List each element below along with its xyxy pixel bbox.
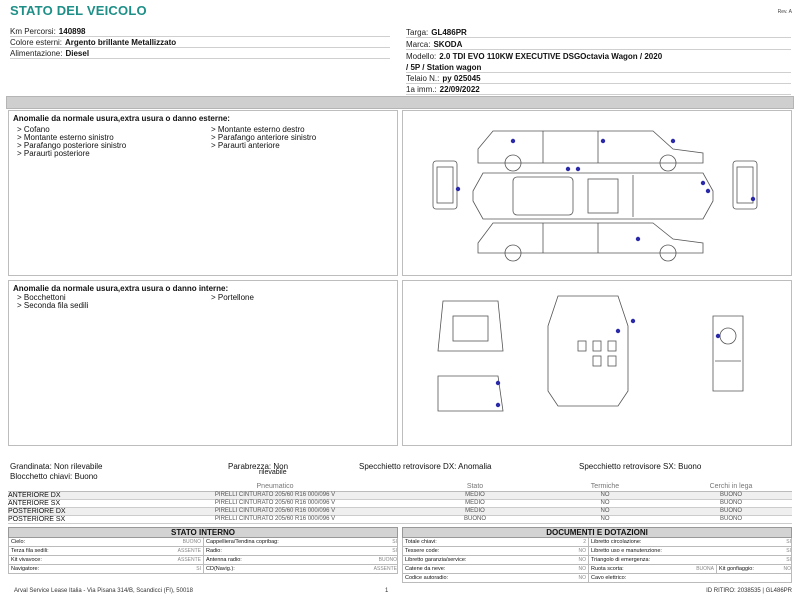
doc-value: NO xyxy=(578,566,586,572)
doc-label: Cavo elettrico: xyxy=(591,575,627,581)
modello-value-line2: / 5P / Station wagon xyxy=(406,63,482,72)
telaio-row xyxy=(406,73,791,84)
doc-value: NO xyxy=(578,575,586,581)
doc-value: 2 xyxy=(583,539,586,545)
fuel-row xyxy=(10,48,390,59)
specchio-dx-value: Specchietto retrovisore DX: Anomalia xyxy=(359,462,492,471)
damage-item: > Parafango posteriore sinistro xyxy=(17,141,127,150)
tyres-header-row xyxy=(8,483,792,491)
table-row xyxy=(8,565,398,574)
imm-value: 22/09/2022 xyxy=(439,85,480,94)
table-row xyxy=(402,547,792,556)
fuel-value: Diesel xyxy=(65,49,90,58)
tyre-position: ANTERIORE SX xyxy=(8,499,140,507)
table-row xyxy=(8,515,792,523)
stato-label: Cielo: xyxy=(11,539,26,545)
doc-label: Catene da neve: xyxy=(405,566,446,572)
internal-damages-panel xyxy=(8,280,398,446)
tyre-position: POSTERIORE SX xyxy=(8,515,140,523)
tyre-state: MEDIO xyxy=(410,491,540,499)
tyre-winter: NO xyxy=(540,491,670,499)
table-row xyxy=(8,556,398,565)
tyre-winter: NO xyxy=(540,499,670,507)
marca-row xyxy=(406,39,791,50)
table-row xyxy=(402,574,792,583)
external-damages-panel xyxy=(8,110,398,276)
tyres-header: Cerchi in lega xyxy=(670,483,792,491)
damage-item: > Portellone xyxy=(211,293,254,302)
doc-value: SI xyxy=(786,548,791,554)
external-car-diagram-panel xyxy=(402,110,792,276)
table-row xyxy=(8,499,792,507)
doc-label: Kit gonfiaggio: xyxy=(719,566,754,572)
table-row xyxy=(8,538,398,547)
tyre-model: PIRELLI CINTURATO 205/60 R16 000/096 V xyxy=(140,515,410,523)
internal-car-diagram-panel xyxy=(402,280,792,446)
tyre-state: MEDIO xyxy=(410,507,540,515)
tyre-rims: BUONO xyxy=(670,507,792,515)
tyres-header: Stato xyxy=(410,483,540,491)
damage-item: > Parafango anteriore sinistro xyxy=(211,133,317,142)
stato-label: Cappelliera/Tendina copribag: xyxy=(206,539,279,545)
doc-value: SI xyxy=(786,557,791,563)
internal-damages-col2 xyxy=(211,294,254,302)
doc-label: Libretto garanzia/service: xyxy=(405,557,467,563)
doc-value: NO xyxy=(578,557,586,563)
tyre-rims: BUONO xyxy=(670,515,792,523)
tyre-winter: NO xyxy=(540,507,670,515)
external-damages-title: Anomalie da normale usura,extra usura o danno esterne: xyxy=(13,114,230,123)
color-label: Colore esterni: xyxy=(10,38,63,47)
table-row xyxy=(402,556,792,565)
table-row xyxy=(8,547,398,556)
tyre-rims: BUONO xyxy=(670,491,792,499)
doc-label: Totale chiavi: xyxy=(405,539,437,545)
car-front-interior xyxy=(438,301,503,351)
stato-value: BUONO xyxy=(378,557,397,563)
doc-label: Triangolo di emergenza: xyxy=(591,557,651,563)
damage-item: > Paraurti posteriore xyxy=(17,149,90,158)
footer-address: Arval Service Lease Italia - Via Pisana 314/B, Scandicci (FI), 50018 xyxy=(14,588,193,594)
external-car-diagram xyxy=(403,111,793,277)
damage-item: > Seconda fila sedili xyxy=(17,301,89,310)
internal-damages-col1 xyxy=(17,294,88,310)
revision-label: Rev. A xyxy=(777,9,792,15)
stato-label: Navigatore: xyxy=(11,566,40,572)
marca-value: SKODA xyxy=(433,40,463,49)
km-value: 140898 xyxy=(58,27,86,36)
color-row xyxy=(10,37,390,48)
page-title: STATO DEL VEICOLO xyxy=(10,3,147,18)
tyre-model: PIRELLI CINTURATO 205/60 R16 000/096 V xyxy=(140,499,410,507)
doc-value: BUONA xyxy=(696,566,714,572)
blocchetto-value: Blocchetto chiavi: Buono xyxy=(10,472,98,481)
tyres-header xyxy=(8,483,140,491)
damage-item: > Montante esterno sinistro xyxy=(17,133,114,142)
tyres-header: Termiche xyxy=(540,483,670,491)
table-row xyxy=(402,538,792,547)
doc-value: SI xyxy=(786,539,791,545)
color-value: Argento brillante Metallizzato xyxy=(65,38,177,47)
tyre-position: POSTERIORE DX xyxy=(8,507,140,515)
tyres-table xyxy=(8,483,792,524)
doc-label: Ruota scorta: xyxy=(591,566,624,572)
tyre-position: ANTERIORE DX xyxy=(8,491,140,499)
targa-row xyxy=(406,27,791,38)
stato-label: Radio: xyxy=(206,548,222,554)
modello-row-2 xyxy=(406,62,791,73)
external-damages-col2 xyxy=(211,126,316,150)
marca-label: Marca: xyxy=(406,40,431,49)
tyre-state: BUONO xyxy=(410,515,540,523)
km-row xyxy=(10,26,390,37)
tyre-model: PIRELLI CINTURATO 205/60 R16 000/096 V xyxy=(140,491,410,499)
modello-row xyxy=(406,51,791,62)
fuel-label: Alimentazione: xyxy=(10,49,63,58)
table-row xyxy=(8,507,792,515)
stato-value: ASSENTE xyxy=(373,566,397,572)
tyre-rims: BUONO xyxy=(670,499,792,507)
tyres-header: Pneumatico xyxy=(140,483,410,491)
stato-value: SI xyxy=(392,539,397,545)
modello-value-line1: 2.0 TDI EVO 110KW EXECUTIVE DSGOctavia Wagon / 2020 xyxy=(439,52,663,61)
stato-value: ASSENTE xyxy=(177,557,201,563)
imm-label: 1a imm.: xyxy=(406,85,437,94)
parabrezza-value: Parabrezza: Non xyxy=(228,462,289,471)
km-label: Km Percorsi: xyxy=(10,27,56,36)
footer-id: ID RITIRO: 2038535 | GL486PR xyxy=(706,588,792,594)
doc-label: Tessere code: xyxy=(405,548,440,554)
stato-interno-title: STATO INTERNO xyxy=(8,527,398,538)
telaio-label: Telaio N.: xyxy=(406,74,440,83)
stato-value: BUONO xyxy=(182,539,201,545)
damage-item: > Paraurti anteriore xyxy=(211,141,280,150)
car-plan-view xyxy=(473,173,713,219)
parabrezza-value-2: rilevabile xyxy=(259,469,287,476)
internal-damages-title: Anomalie da normale usura,extra usura o danno interne: xyxy=(13,284,229,293)
stato-value: SI xyxy=(196,566,201,572)
modello-label: Modello: xyxy=(406,52,437,61)
grandinata-value: Grandinata: Non rilevabile xyxy=(10,462,103,471)
damage-item: > Bocchettoni xyxy=(17,293,66,302)
stato-value: SI xyxy=(392,548,397,554)
section-divider-bar xyxy=(6,96,794,109)
stato-label: Terza fila sedili: xyxy=(11,548,49,554)
doc-value: NO xyxy=(783,566,791,572)
tyre-state: MEDIO xyxy=(410,499,540,507)
table-row xyxy=(402,565,792,574)
targa-label: Targa: xyxy=(406,28,429,37)
doc-label: Libretto circolazione: xyxy=(591,539,642,545)
table-row xyxy=(8,491,792,499)
specchio-sx-value: Specchietto retrovisore SX: Buono xyxy=(579,462,702,471)
doc-label: Codice autoradio: xyxy=(405,575,449,581)
internal-car-diagram xyxy=(403,281,793,447)
damage-item: > Montante esterno destro xyxy=(211,125,305,134)
stato-value: ASSENTE xyxy=(177,548,201,554)
doc-value: NO xyxy=(578,548,586,554)
car-rear-view xyxy=(733,161,757,209)
documenti-title: DOCUMENTI E DOTAZIONI xyxy=(402,527,792,538)
tyre-winter: NO xyxy=(540,515,670,523)
doc-label: Libretto uso e manutenzione: xyxy=(591,548,662,554)
stato-label: Antenna radio: xyxy=(206,557,242,563)
footer-page-number: 1 xyxy=(385,588,389,594)
tyre-model: PIRELLI CINTURATO 205/60 R16 000/096 V xyxy=(140,507,410,515)
damage-item: > Cofano xyxy=(17,125,50,134)
car-side-bottom xyxy=(478,223,703,253)
car-dashboard-view xyxy=(713,316,743,391)
targa-value: GL486PR xyxy=(431,28,467,37)
external-damages-col1 xyxy=(17,126,126,158)
telaio-value: py 025045 xyxy=(442,74,481,83)
imm-row xyxy=(406,84,791,95)
car-rear-interior xyxy=(438,376,503,411)
stato-label: Kit vivavoce: xyxy=(11,557,42,563)
car-side-top xyxy=(478,131,703,163)
stato-label: CD(Navig.): xyxy=(206,566,235,572)
